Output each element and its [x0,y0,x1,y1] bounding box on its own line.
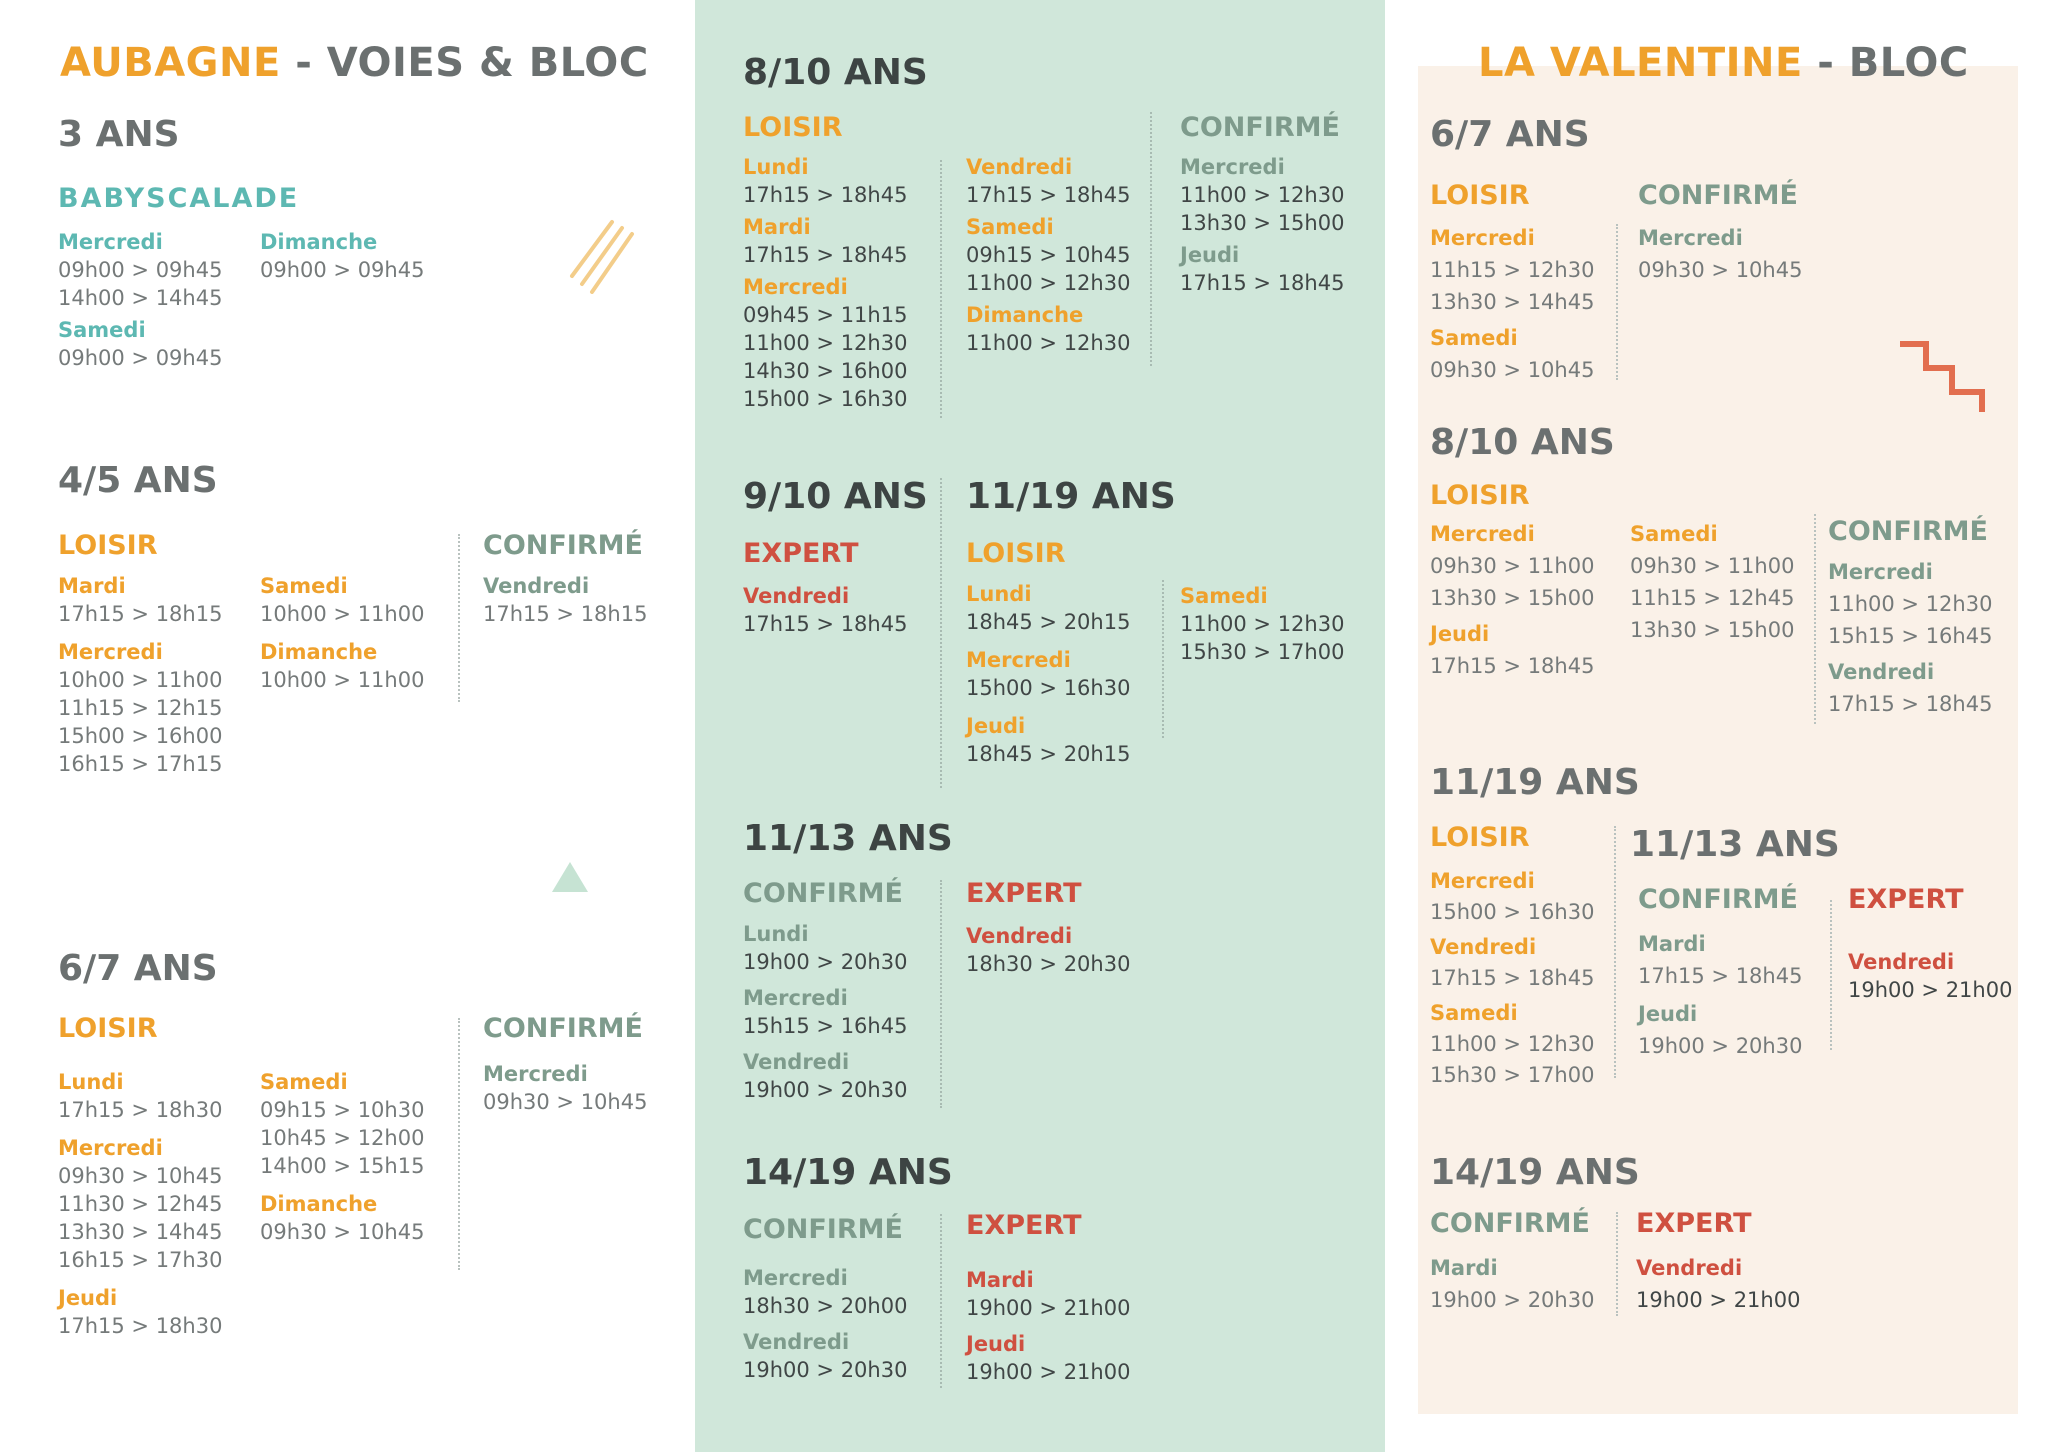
right-age-810-heading: 8/10 ANS [1430,422,1615,463]
time-slot: 15h00 > 16h00 [58,724,223,748]
day-label: Vendredi [743,1050,850,1074]
time-slot: 10h00 > 11h00 [260,668,425,692]
time-slot: 09h45 > 11h15 [743,303,908,327]
schedule-entry [1180,582,1344,666]
mid-910-expert-label: EXPERT [743,538,859,569]
time-slot: 18h30 > 20h30 [966,952,1131,976]
time-slot: 11h30 > 12h45 [58,1192,223,1216]
day-label: Mardi [966,1268,1034,1292]
left-67-loisir-col2 [260,1068,424,1256]
day-label: Vendredi [483,574,590,598]
schedule-entry [260,1190,424,1246]
time-slot: 19h00 > 20h30 [1638,1034,1803,1058]
schedule-entry [1638,222,1802,286]
left-67-loisir-label: LOISIR [58,1013,158,1044]
time-slot: 17h15 > 18h45 [1430,654,1595,678]
day-label: Mercredi [483,1062,588,1086]
schedule-entry [260,638,424,694]
right-1119-loisir-label: LOISIR [1430,822,1530,853]
time-slot: 10h00 > 11h00 [58,668,223,692]
time-slot: 14h00 > 14h45 [58,286,223,310]
left-45-loisir-col1 [58,572,222,788]
schedule-entry [1848,948,2012,1004]
right-1419-confirme-list [1430,1252,1594,1320]
day-label: Vendredi [1430,935,1537,959]
day-label: Mercredi [58,640,163,664]
right-1419-expert-list [1636,1252,1800,1320]
right-1119-loisir-list [1430,866,1594,1095]
babyscalade-label: BABYSCALADE [58,183,300,214]
schedule-entry [1638,928,1802,992]
right-67-confirme-list [1638,222,1802,290]
time-slot: 17h15 > 18h15 [483,602,648,626]
day-label: Jeudi [966,714,1026,738]
time-slot: 13h30 > 14h45 [58,1220,223,1244]
schedule-entry [1430,222,1594,318]
schedule-entry [743,153,907,209]
schedule-entry [1430,932,1594,994]
schedule-entry [743,1328,907,1384]
schedule-entry [743,213,907,269]
aubagne-title [60,40,649,86]
time-slot: 11h00 > 12h30 [1180,183,1345,207]
schedule-entry [1430,618,1594,682]
schedule-entry [966,646,1130,702]
schedule-entry [743,582,907,638]
time-slot: 15h15 > 16h45 [743,1014,908,1038]
day-label: Samedi [1430,326,1518,350]
left-45-confirme-list [483,572,647,632]
day-label: Mardi [58,574,126,598]
right-age-1419-heading: 14/19 ANS [1430,1152,1640,1193]
schedule-entry [1630,518,1794,646]
mid-1419-expert-label: EXPERT [966,1210,1082,1241]
time-slot: 09h30 > 10h45 [58,1164,223,1188]
day-label: Mercredi [1430,522,1535,546]
time-slot: 14h30 > 16h00 [743,359,908,383]
time-slot: 11h15 > 12h30 [1430,258,1595,282]
time-slot: 09h15 > 10h30 [260,1098,425,1122]
right-1419-expert-label: EXPERT [1636,1208,1752,1239]
day-label: Samedi [260,574,348,598]
time-slot: 13h30 > 15h00 [1430,586,1595,610]
time-slot: 13h30 > 14h45 [1430,290,1595,314]
schedule-entry [58,1134,222,1274]
time-slot: 17h15 > 18h45 [1430,966,1595,990]
babyscalade-col1 [58,228,222,376]
right-67-loisir-list [1430,222,1594,390]
day-label: Samedi [1180,584,1268,608]
right-810-confirme-label: CONFIRMÉ [1828,516,1988,547]
right-1113-divider [1830,900,1832,1050]
time-slot: 15h30 > 17h00 [1430,1063,1595,1087]
mid-1419-expert-list [966,1266,1130,1394]
aubagne-title-rest: - VOIES & BLOC [280,40,649,86]
schedule-entry [966,213,1130,297]
left-45-confirme-label: CONFIRMÉ [483,530,643,561]
day-label: Mercredi [743,275,848,299]
time-slot: 14h00 > 15h15 [260,1154,425,1178]
mid-age-810-heading: 8/10 ANS [743,52,928,93]
right-67-loisir-label: LOISIR [1430,180,1530,211]
schedule-entry [1828,556,1992,652]
day-label: Mardi [743,215,811,239]
time-slot: 17h15 > 18h30 [58,1314,223,1338]
time-slot: 10h45 > 12h00 [260,1126,425,1150]
schedule-entry [1430,998,1594,1091]
time-slot: 11h00 > 12h30 [743,331,908,355]
day-label: Dimanche [260,1192,378,1216]
time-slot: 19h00 > 20h30 [743,1358,908,1382]
mid-age-910-heading: 9/10 ANS [743,476,928,517]
day-label: Jeudi [1180,243,1240,267]
schedule-entry [1430,1252,1594,1316]
time-slot: 17h15 > 18h45 [1180,271,1345,295]
day-label: Samedi [1430,1001,1518,1025]
time-slot: 09h15 > 10h45 [966,243,1131,267]
time-slot: 13h30 > 15h00 [1630,618,1795,642]
valentine-title-rest: - BLOC [1802,40,1969,86]
time-slot: 16h15 > 17h15 [58,752,223,776]
day-label: Vendredi [1828,660,1935,684]
right-810-confirme-list [1828,556,1992,724]
stairs-icon [1898,340,1990,416]
day-label: Vendredi [743,584,850,608]
day-label: Lundi [743,922,809,946]
schedule-entry [58,316,222,372]
left-45-divider [458,534,460,702]
day-label: Jeudi [966,1332,1026,1356]
right-67-confirme-label: CONFIRMÉ [1638,180,1798,211]
time-slot: 09h00 > 09h45 [58,346,223,370]
valentine-title [1478,40,1969,86]
time-slot: 17h15 > 18h45 [966,183,1131,207]
schedule-entry [966,1330,1130,1386]
time-slot: 09h00 > 09h45 [58,258,223,282]
babyscalade-col2 [260,228,424,288]
right-1113-expert-label: EXPERT [1848,884,1964,915]
time-slot: 19h00 > 21h00 [966,1296,1131,1320]
right-1113-expert-list [1848,948,2012,1008]
right-810-loisir-label: LOISIR [1430,480,1530,511]
day-label: Samedi [1630,522,1718,546]
time-slot: 19h00 > 21h00 [1848,978,2013,1002]
time-slot: 09h30 > 11h00 [1430,554,1595,578]
time-slot: 19h00 > 20h30 [1430,1288,1595,1312]
day-label: Dimanche [260,230,378,254]
time-slot: 18h45 > 20h15 [966,610,1131,634]
schedule-entry [966,1266,1130,1322]
day-label: Lundi [743,155,809,179]
schedule-entry [260,572,424,628]
mid-810-divider-2 [1150,112,1152,366]
schedule-entry [1636,1252,1800,1316]
time-slot: 15h00 > 16h30 [743,387,908,411]
time-slot: 11h00 > 12h30 [1430,1032,1595,1056]
schedule-entry [58,572,222,628]
schedule-entry [743,984,907,1040]
mid-1119-loisir-label: LOISIR [966,538,1066,569]
mid-1113-divider [940,880,942,1108]
mid-810-loisir-col2 [966,153,1130,361]
day-label: Dimanche [260,640,378,664]
day-label: Jeudi [1638,1002,1698,1026]
schedule-entry [743,920,907,976]
time-slot: 09h30 > 10h45 [260,1220,425,1244]
left-age-3-heading: 3 ANS [58,114,180,155]
left-67-loisir-col1 [58,1068,222,1350]
aubagne-title-highlight: AUBAGNE [60,40,281,86]
day-label: Mercredi [1828,560,1933,584]
schedule-entry [1430,518,1594,614]
time-slot: 19h00 > 21h00 [1636,1288,1801,1312]
schedule-entry [1638,998,1802,1062]
time-slot: 17h15 > 18h45 [1638,964,1803,988]
time-slot: 17h15 > 18h45 [1828,692,1993,716]
schedule-entry [1180,153,1344,237]
time-slot: 11h15 > 12h15 [58,696,223,720]
valentine-title-highlight: LA VALENTINE [1478,40,1803,86]
diagonal-lines-icon [568,218,638,294]
day-label: Lundi [966,582,1032,606]
time-slot: 15h30 > 17h00 [1180,640,1345,664]
mid-810-loisir-col1 [743,153,907,417]
schedule-entry [743,273,907,413]
left-45-loisir-label: LOISIR [58,530,158,561]
time-slot: 09h00 > 09h45 [260,258,425,282]
mid-age-1419-heading: 14/19 ANS [743,1152,953,1193]
schedule-entry [743,1264,907,1320]
day-label: Mercredi [1430,869,1535,893]
mid-1119-divider [1162,580,1164,738]
time-slot: 10h00 > 11h00 [260,602,425,626]
day-label: Samedi [966,215,1054,239]
day-label: Mardi [1430,1256,1498,1280]
right-810-loisir-col1 [1430,518,1594,686]
right-age-1113-heading: 11/13 ANS [1630,824,1840,865]
right-67-divider [1616,224,1618,380]
schedule-entry [966,301,1130,357]
schedule-entry [260,1068,424,1180]
schedule-entry [483,1060,647,1116]
mid-1113-confirme-list [743,920,907,1112]
day-label: Samedi [58,318,146,342]
mid-1113-expert-list [966,922,1130,982]
mid-810-confirme-label: CONFIRMÉ [1180,112,1340,143]
mid-810-loisir-label: LOISIR [743,112,843,143]
mid-810-confirme-list [1180,153,1344,301]
left-67-confirme-label: CONFIRMÉ [483,1013,643,1044]
day-label: Samedi [260,1070,348,1094]
time-slot: 11h15 > 12h45 [1630,586,1795,610]
day-label: Vendredi [1636,1256,1743,1280]
mid-1113-confirme-label: CONFIRMÉ [743,878,903,909]
schedule-entry [966,580,1130,636]
time-slot: 17h15 > 18h45 [743,183,908,207]
time-slot: 09h30 > 10h45 [483,1090,648,1114]
schedule-entry [58,1068,222,1124]
day-label: Vendredi [966,924,1073,948]
mid-1119-loisir-col1 [966,580,1130,778]
mid-910-expert-list [743,582,907,642]
schedule-entry [58,228,222,312]
schedule-entry [966,922,1130,978]
day-label: Dimanche [966,303,1084,327]
schedule-entry [966,712,1130,768]
time-slot: 15h00 > 16h30 [1430,900,1595,924]
time-slot: 11h00 > 12h30 [966,271,1131,295]
time-slot: 11h00 > 12h30 [1180,612,1345,636]
right-age-67-heading: 6/7 ANS [1430,114,1590,155]
day-label: Mercredi [58,1136,163,1160]
right-810-loisir-col2 [1630,518,1794,650]
right-1113-confirme-list [1638,928,1802,1068]
schedule-entry [966,153,1130,209]
mid-age-1113-heading: 11/13 ANS [743,818,953,859]
time-slot: 17h15 > 18h45 [743,243,908,267]
day-label: Mercredi [1638,226,1743,250]
mid-1419-divider [940,1214,942,1388]
time-slot: 11h00 > 12h30 [1828,592,1993,616]
time-slot: 11h00 > 12h30 [966,331,1131,355]
schedule-entry [1180,241,1344,297]
time-slot: 15h15 > 16h45 [1828,624,1993,648]
left-age-45-heading: 4/5 ANS [58,460,218,501]
mid-1119-loisir-col2 [1180,582,1344,676]
time-slot: 09h30 > 10h45 [1430,358,1595,382]
mid-910-divider [940,478,942,788]
mid-1419-confirme-label: CONFIRMÉ [743,1214,903,1245]
schedule-entry [743,1048,907,1104]
right-1113-confirme-label: CONFIRMÉ [1638,884,1798,915]
time-slot: 17h15 > 18h30 [58,1098,223,1122]
mid-age-1119-heading: 11/19 ANS [966,476,1176,517]
left-45-loisir-col2 [260,572,424,704]
day-label: Mercredi [1430,226,1535,250]
mid-810-divider-1 [940,160,942,418]
left-67-confirme-list [483,1060,647,1120]
day-label: Vendredi [966,155,1073,179]
mid-1113-expert-label: EXPERT [966,878,1082,909]
day-label: Mardi [1638,932,1706,956]
time-slot: 16h15 > 17h30 [58,1248,223,1272]
right-1419-divider [1616,1212,1618,1316]
time-slot: 09h30 > 11h00 [1630,554,1795,578]
time-slot: 19h00 > 20h30 [743,1078,908,1102]
time-slot: 19h00 > 21h00 [966,1360,1131,1384]
right-1419-confirme-label: CONFIRMÉ [1430,1208,1590,1239]
schedule-entry [1430,866,1594,928]
time-slot: 09h30 > 10h45 [1638,258,1803,282]
day-label: Jeudi [58,1286,118,1310]
day-label: Lundi [58,1070,124,1094]
time-slot: 18h45 > 20h15 [966,742,1131,766]
day-label: Vendredi [1848,950,1955,974]
day-label: Jeudi [1430,622,1490,646]
time-slot: 17h15 > 18h15 [58,602,223,626]
schedule-entry [1828,656,1992,720]
day-label: Mercredi [1180,155,1285,179]
right-810-divider [1814,514,1816,724]
schedule-entry [58,638,222,778]
right-age-1119-heading: 11/19 ANS [1430,762,1640,803]
day-label: Mercredi [743,1266,848,1290]
day-label: Mercredi [743,986,848,1010]
time-slot: 18h30 > 20h00 [743,1294,908,1318]
schedule-entry [483,572,647,628]
day-label: Mercredi [966,648,1071,672]
mid-1419-confirme-list [743,1264,907,1392]
time-slot: 15h00 > 16h30 [966,676,1131,700]
schedule-entry [58,1284,222,1340]
left-67-divider [458,1018,460,1270]
time-slot: 17h15 > 18h45 [743,612,908,636]
right-1119-divider [1614,826,1616,1078]
day-label: Mercredi [58,230,163,254]
time-slot: 13h30 > 15h00 [1180,211,1345,235]
day-label: Vendredi [743,1330,850,1354]
triangle-icon [550,860,590,894]
left-age-67-heading: 6/7 ANS [58,948,218,989]
schedule-entry [260,228,424,284]
time-slot: 19h00 > 20h30 [743,950,908,974]
schedule-entry [1430,322,1594,386]
